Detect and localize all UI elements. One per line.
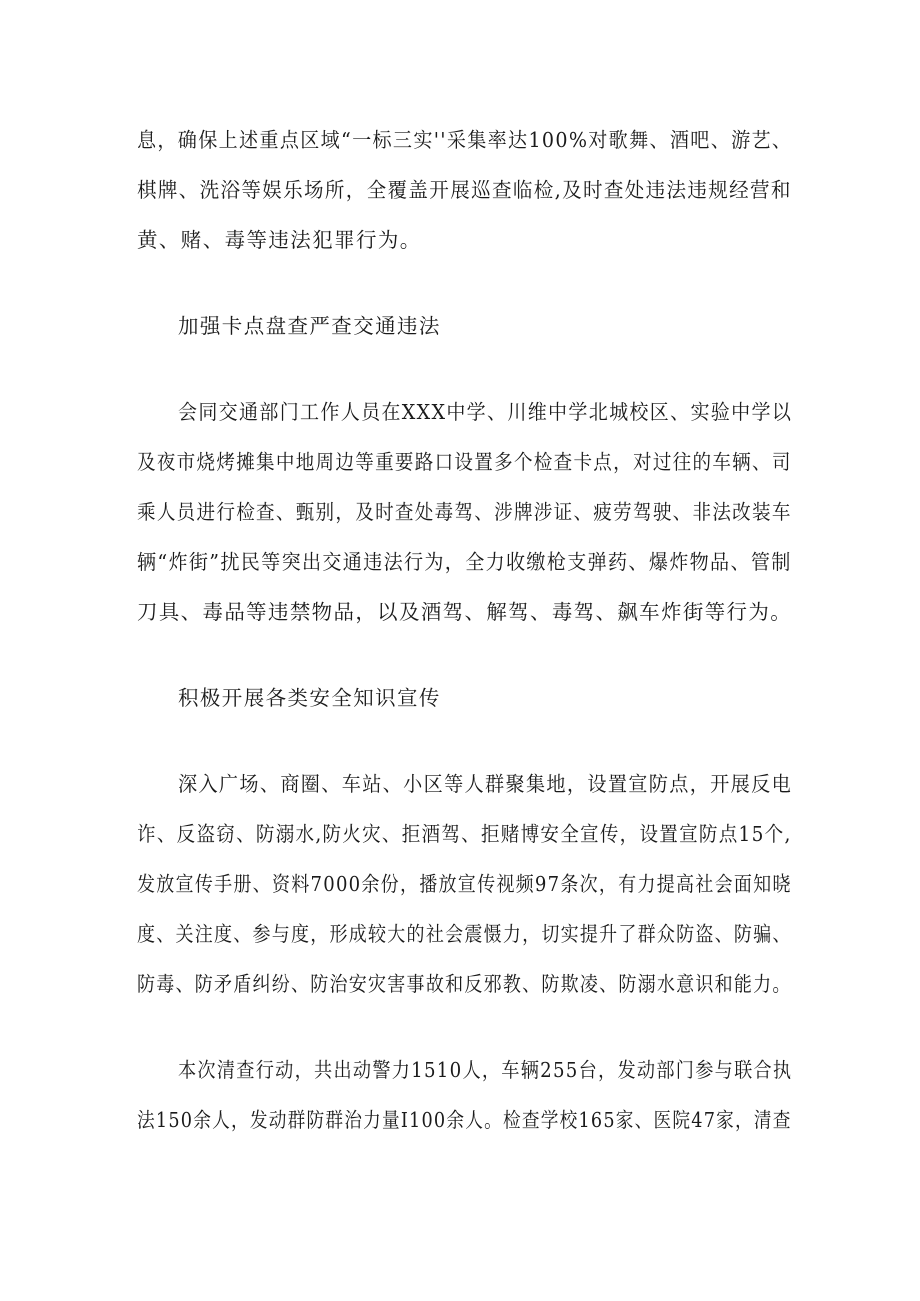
- paragraph-2-line-3: 乘人员进行检查、甄别，及时查处毒驾、涉牌涉证、疲劳驾驶、非法改装车: [137, 500, 792, 524]
- paragraph-2-line-2: 及夜市烧烤摊集中地周边等重要路口设置多个检查卡点，对过往的车辆、司: [137, 450, 792, 474]
- paragraph-2-line-5: 刀具、毒品等违禁物品，以及酒驾、解驾、毒驾、飙车炸街等行为。: [137, 600, 793, 624]
- paragraph-3-line-5: 防毒、防矛盾纠纷、防治安灾害事故和反邪教、防欺凌、防溺水意识和能力。: [137, 972, 792, 996]
- paragraph-1-line-3: 黄、赌、毒等违法犯罪行为。: [137, 228, 422, 252]
- paragraph-3-line-4: 度、关注度、参与度，形成较大的社会震慑力，切实提升了群众防盗、防骗、: [137, 922, 792, 946]
- paragraph-2-line-4: 辆“炸街”扰民等突出交通违法行为，全力收缴枪支弹药、爆炸物品、管制: [137, 550, 792, 574]
- section-heading-traffic: 加强卡点盘查严查交通违法: [178, 314, 441, 338]
- paragraph-4-line-1: 本次清查行动，共出动警力1510人，车辆255台，发动部门参与联合执: [178, 1058, 793, 1082]
- paragraph-4-line-2: 法150余人，发动群防群治力量I100余人。检查学校165家、医院47家，清查: [137, 1108, 792, 1132]
- section-heading-safety: 积极开展各类安全知识宣传: [178, 686, 441, 710]
- paragraph-3-line-3: 发放宣传手册、资料7000余份，播放宣传视频97条次，有力提高社会面知晓: [137, 872, 792, 896]
- paragraph-3-line-1: 深入广场、商圈、车站、小区等人群聚集地，设置宣防点，开展反电: [178, 772, 793, 796]
- paragraph-1-line-1: 息，确保上述重点区域“一标三实''采集率达100%对歌舞、酒吧、游艺、: [137, 128, 793, 152]
- paragraph-2-line-1: 会同交通部门工作人员在XXX中学、川维中学北城校区、实验中学以: [178, 400, 793, 424]
- paragraph-1-line-2: 棋牌、洗浴等娱乐场所，全覆盖开展巡查临检,及时查处违法违规经营和: [137, 178, 792, 202]
- paragraph-3-line-2: 诈、反盗窃、防溺水,防火灾、拒酒驾、拒赌博安全宣传，设置宣防点15个,: [137, 822, 792, 846]
